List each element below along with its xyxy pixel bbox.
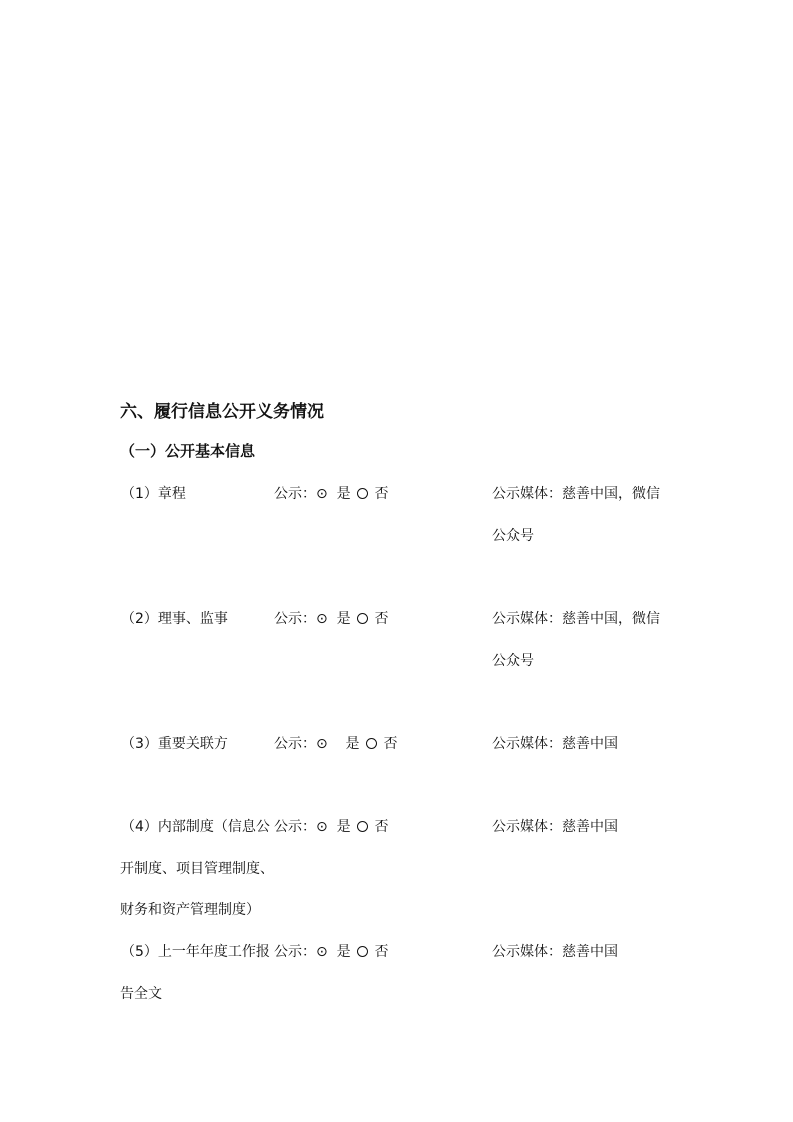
item-name: （2）理事、监事 bbox=[121, 611, 228, 627]
media-text: 公示媒体：慈善中国，微信 bbox=[492, 486, 660, 502]
item-name-continued: 开制度、项目管理制度、 bbox=[120, 861, 274, 877]
publicity-status bbox=[274, 816, 389, 836]
media-text: 公示媒体：慈善中国 bbox=[492, 736, 618, 752]
publicity-label: 公示： bbox=[274, 944, 316, 960]
no-label: 否 bbox=[374, 486, 389, 502]
publicity-label: 公示： bbox=[274, 611, 316, 627]
yes-label: 是 bbox=[336, 819, 351, 835]
yes-radio-selected: ⊙ bbox=[316, 611, 328, 627]
yes-radio-selected: ⊙ bbox=[316, 819, 328, 835]
media-text: 公众号 bbox=[492, 653, 534, 669]
item-name: （4）内部制度（信息公 bbox=[121, 819, 270, 835]
no-radio-empty bbox=[357, 821, 368, 832]
media-text: 公示媒体：慈善中国 bbox=[492, 819, 618, 835]
item-name: （1）章程 bbox=[121, 486, 186, 502]
media-text: 公示媒体：慈善中国 bbox=[492, 944, 618, 960]
yes-label: 是 bbox=[336, 611, 351, 627]
no-label: 否 bbox=[374, 944, 389, 960]
no-radio-empty bbox=[357, 613, 368, 624]
no-label: 否 bbox=[374, 819, 389, 835]
no-label: 否 bbox=[383, 736, 398, 752]
item-name-continued: 财务和资产管理制度） bbox=[120, 902, 260, 918]
yes-label: 是 bbox=[336, 944, 351, 960]
publicity-status bbox=[274, 608, 389, 628]
publicity-label: 公示： bbox=[274, 486, 316, 502]
publicity-status bbox=[274, 733, 397, 753]
section-title: 六、履行信息公开义务情况 bbox=[120, 402, 324, 422]
media-text: 公众号 bbox=[492, 528, 534, 544]
publicity-label: 公示： bbox=[274, 736, 316, 752]
yes-radio-selected: ⊙ bbox=[316, 736, 328, 752]
yes-label: 是 bbox=[336, 486, 351, 502]
item-name-continued: 告全文 bbox=[120, 986, 162, 1002]
no-label: 否 bbox=[374, 611, 389, 627]
no-radio-empty bbox=[366, 738, 377, 749]
media-text: 公示媒体：慈善中国，微信 bbox=[492, 611, 660, 627]
publicity-status bbox=[274, 941, 389, 961]
publicity-label: 公示： bbox=[274, 819, 316, 835]
yes-radio-selected: ⊙ bbox=[316, 944, 328, 960]
subsection-title: （一）公开基本信息 bbox=[120, 442, 256, 460]
yes-radio-selected: ⊙ bbox=[316, 486, 328, 502]
no-radio-empty bbox=[357, 946, 368, 957]
item-name: （5）上一年年度工作报 bbox=[121, 944, 270, 960]
publicity-status bbox=[274, 483, 389, 503]
no-radio-empty bbox=[357, 488, 368, 499]
yes-label: 是 bbox=[345, 736, 360, 752]
item-name: （3）重要关联方 bbox=[121, 736, 228, 752]
